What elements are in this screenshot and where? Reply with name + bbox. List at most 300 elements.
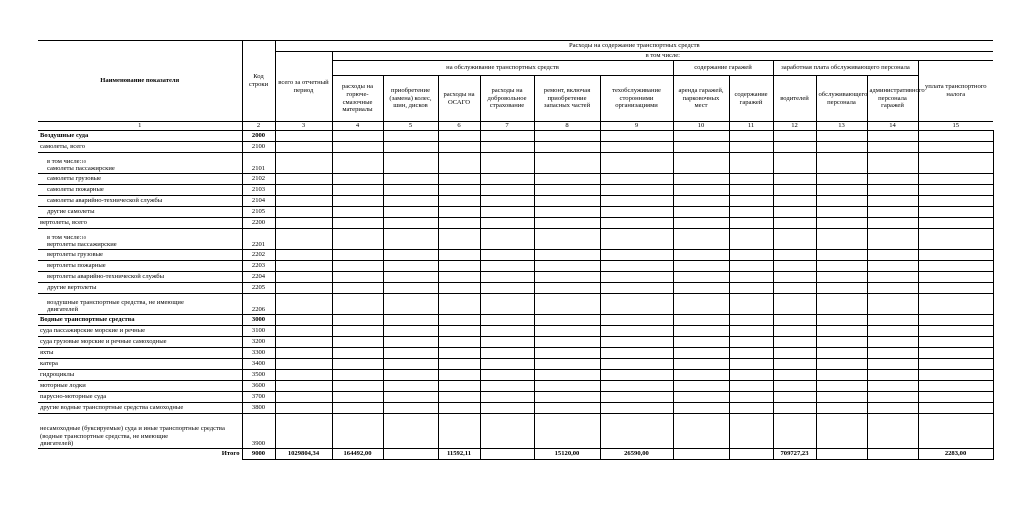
- data-cell: [600, 142, 673, 153]
- table-row: [38, 326, 993, 337]
- data-cell: [534, 261, 600, 272]
- data-cell: [816, 207, 867, 218]
- header-fuel: расходы на горюче-смазочные материалы: [332, 76, 383, 122]
- row-code: 3900: [242, 414, 275, 449]
- data-cell: [816, 294, 867, 315]
- data-cell: [383, 174, 438, 185]
- data-cell: [383, 348, 438, 359]
- table-row: [38, 337, 993, 348]
- data-cell: [729, 403, 773, 414]
- header-voluntary: расходы на добровольное страхование: [480, 76, 534, 122]
- data-cell: [867, 153, 918, 174]
- data-cell: [332, 250, 383, 261]
- row-label-text: самолеты, всего: [40, 143, 85, 151]
- data-cell: [383, 185, 438, 196]
- data-cell: [275, 261, 332, 272]
- data-cell: [673, 326, 729, 337]
- row-label: [38, 218, 242, 229]
- row-label: [38, 403, 242, 414]
- data-cell: [600, 272, 673, 283]
- total-value: 26590,00: [600, 449, 673, 460]
- footnote-marker: 10: [81, 234, 86, 240]
- column-number: 2: [242, 122, 275, 131]
- row-label: [38, 272, 242, 283]
- data-cell: [438, 348, 480, 359]
- table-row: [38, 196, 993, 207]
- data-cell: [729, 229, 773, 250]
- data-cell: [673, 250, 729, 261]
- data-cell: [534, 142, 600, 153]
- row-code: 2205: [242, 283, 275, 294]
- data-cell: [729, 337, 773, 348]
- data-cell: [534, 229, 600, 250]
- data-cell: [773, 153, 816, 174]
- data-cell: [673, 414, 729, 449]
- data-cell: [534, 153, 600, 174]
- data-cell: [275, 229, 332, 250]
- data-cell: [816, 326, 867, 337]
- data-cell: [729, 359, 773, 370]
- data-cell: [275, 337, 332, 348]
- data-cell: [534, 403, 600, 414]
- data-cell: [480, 131, 534, 142]
- data-cell: [729, 174, 773, 185]
- data-cell: [816, 153, 867, 174]
- data-cell: [816, 359, 867, 370]
- total-value: 709727,23: [773, 449, 816, 460]
- row-code: 2100: [242, 142, 275, 153]
- row-label-prefix: воздушные транспортные средства, не имеющие: [47, 298, 184, 306]
- data-cell: [816, 381, 867, 392]
- data-cell: [773, 403, 816, 414]
- row-label: [38, 229, 242, 250]
- data-cell: [383, 403, 438, 414]
- column-number: 8: [534, 122, 600, 131]
- data-cell: [673, 207, 729, 218]
- data-cell: [275, 174, 332, 185]
- data-cell: [816, 196, 867, 207]
- table-row: [38, 403, 993, 414]
- data-cell: [534, 196, 600, 207]
- data-cell: [600, 337, 673, 348]
- data-cell: [918, 392, 993, 403]
- data-cell: [383, 196, 438, 207]
- data-cell: [480, 337, 534, 348]
- data-cell: [918, 250, 993, 261]
- data-cell: [438, 272, 480, 283]
- data-cell: [600, 218, 673, 229]
- data-cell: [867, 207, 918, 218]
- data-cell: [816, 261, 867, 272]
- data-cell: [773, 131, 816, 142]
- data-cell: [673, 403, 729, 414]
- row-label: [38, 250, 242, 261]
- data-cell: [534, 131, 600, 142]
- data-cell: [275, 348, 332, 359]
- data-cell: [918, 142, 993, 153]
- data-cell: [383, 337, 438, 348]
- data-cell: [275, 370, 332, 381]
- table-row: [38, 131, 993, 142]
- data-cell: [918, 153, 993, 174]
- data-cell: [438, 250, 480, 261]
- data-cell: [275, 403, 332, 414]
- data-cell: [480, 185, 534, 196]
- data-cell: [773, 196, 816, 207]
- row-label-text: Водные транспортные средства: [40, 316, 135, 324]
- data-cell: [729, 207, 773, 218]
- data-cell: [600, 283, 673, 294]
- data-cell: [773, 250, 816, 261]
- header-service-staff: обслуживающего персонала: [816, 76, 867, 122]
- header-repair: ремонт, включая приобретение запасных частей: [534, 76, 600, 122]
- data-cell: [438, 414, 480, 449]
- row-label: [38, 381, 242, 392]
- data-cell: [729, 142, 773, 153]
- column-number: 14: [867, 122, 918, 131]
- row-label: [38, 370, 242, 381]
- row-code: 2000: [242, 131, 275, 142]
- data-cell: [867, 196, 918, 207]
- data-cell: [600, 315, 673, 326]
- data-cell: [600, 261, 673, 272]
- data-cell: [918, 261, 993, 272]
- row-code: 2200: [242, 218, 275, 229]
- data-cell: [438, 294, 480, 315]
- row-label-text: другие водные транспортные средства самоходные: [40, 404, 184, 412]
- data-cell: [534, 250, 600, 261]
- table-row: [38, 272, 993, 283]
- data-cell: [773, 283, 816, 294]
- data-cell: [383, 283, 438, 294]
- data-cell: [275, 185, 332, 196]
- data-cell: [332, 142, 383, 153]
- table-row: [38, 174, 993, 185]
- data-cell: [275, 142, 332, 153]
- data-cell: [332, 359, 383, 370]
- data-cell: [816, 229, 867, 250]
- data-cell: [438, 403, 480, 414]
- header-rent: аренда гаражей, парковочных мест: [673, 76, 729, 122]
- data-cell: [918, 174, 993, 185]
- data-cell: [275, 283, 332, 294]
- column-number: 7: [480, 122, 534, 131]
- data-cell: [600, 196, 673, 207]
- total-value: [673, 449, 729, 460]
- row-label-text: самолеты аварийно-технической службы: [47, 197, 163, 205]
- data-cell: [816, 283, 867, 294]
- column-number: 6: [438, 122, 480, 131]
- row-label-prefix: несамоходные (буксируемые) суда и иные транспортные средства (водные транспортные средства, не имеющие: [40, 425, 225, 440]
- data-cell: [383, 392, 438, 403]
- data-cell: [438, 153, 480, 174]
- row-label: [38, 153, 242, 174]
- data-cell: [438, 326, 480, 337]
- total-code: 9000: [242, 449, 275, 460]
- data-cell: [480, 196, 534, 207]
- data-cell: [332, 131, 383, 142]
- data-cell: [673, 359, 729, 370]
- row-label: [38, 207, 242, 218]
- row-label-text: суда грузовые морские и речные самоходные: [40, 338, 167, 346]
- data-cell: [383, 218, 438, 229]
- data-cell: [673, 142, 729, 153]
- data-cell: [534, 207, 600, 218]
- table-row: [38, 370, 993, 381]
- table-row: [38, 229, 993, 250]
- data-cell: [600, 370, 673, 381]
- row-label: [38, 196, 242, 207]
- data-cell: [383, 229, 438, 250]
- data-cell: [773, 337, 816, 348]
- data-cell: [816, 142, 867, 153]
- data-cell: [673, 315, 729, 326]
- data-cell: [600, 207, 673, 218]
- row-code: 3700: [242, 392, 275, 403]
- data-cell: [729, 315, 773, 326]
- row-code: 2204: [242, 272, 275, 283]
- data-cell: [773, 229, 816, 250]
- footnote-marker: 10: [81, 158, 86, 164]
- header-garages: содержание гаражей: [673, 61, 773, 76]
- data-cell: [918, 370, 993, 381]
- data-cell: [600, 185, 673, 196]
- header-drivers: водителей: [773, 76, 816, 122]
- expense-table: [38, 40, 994, 460]
- data-cell: [534, 348, 600, 359]
- data-cell: [867, 392, 918, 403]
- row-code: 3300: [242, 348, 275, 359]
- data-cell: [438, 196, 480, 207]
- table-row: [38, 348, 993, 359]
- data-cell: [867, 250, 918, 261]
- data-cell: [600, 348, 673, 359]
- data-cell: [867, 218, 918, 229]
- data-cell: [332, 348, 383, 359]
- data-cell: [673, 348, 729, 359]
- data-cell: [383, 326, 438, 337]
- table-row: [38, 359, 993, 370]
- data-cell: [918, 272, 993, 283]
- column-number: 4: [332, 122, 383, 131]
- header-code: Код строки: [242, 41, 275, 122]
- data-cell: [480, 153, 534, 174]
- total-label: Итого: [38, 449, 242, 460]
- data-cell: [867, 370, 918, 381]
- data-cell: [918, 315, 993, 326]
- data-cell: [867, 381, 918, 392]
- data-cell: [534, 381, 600, 392]
- total-value: [729, 449, 773, 460]
- row-code: 3500: [242, 370, 275, 381]
- data-cell: [867, 359, 918, 370]
- data-cell: [867, 185, 918, 196]
- table-row: [38, 392, 993, 403]
- data-cell: [534, 174, 600, 185]
- data-cell: [332, 261, 383, 272]
- data-cell: [332, 272, 383, 283]
- row-label-text: гидроциклы: [40, 371, 75, 379]
- data-cell: [332, 337, 383, 348]
- row-code: 3400: [242, 359, 275, 370]
- header-total-period: всего за отчетный период: [275, 52, 332, 122]
- row-label: [38, 131, 242, 142]
- data-cell: [480, 370, 534, 381]
- data-cell: [438, 207, 480, 218]
- total-value: 2283,00: [918, 449, 993, 460]
- data-cell: [383, 315, 438, 326]
- column-number: 5: [383, 122, 438, 131]
- header-name: Наименование показателя: [38, 41, 242, 122]
- data-cell: [773, 218, 816, 229]
- data-cell: [867, 131, 918, 142]
- data-cell: [773, 174, 816, 185]
- row-label-prefix: в том числе:$^{10}$: [47, 157, 86, 165]
- data-cell: [383, 131, 438, 142]
- row-label-text: Воздушные суда: [40, 132, 89, 140]
- data-cell: [534, 337, 600, 348]
- data-cell: [867, 348, 918, 359]
- row-code: 3200: [242, 337, 275, 348]
- data-cell: [918, 294, 993, 315]
- row-code: 2104: [242, 196, 275, 207]
- table-row: [38, 153, 993, 174]
- data-cell: [773, 272, 816, 283]
- row-label-text: яхты: [40, 349, 54, 357]
- row-label-text: вертолеты пассажирские: [47, 241, 117, 249]
- data-cell: [673, 174, 729, 185]
- header-admin-staff: административного персонала гаражей: [867, 76, 918, 122]
- data-cell: [534, 185, 600, 196]
- table-row: [38, 185, 993, 196]
- data-cell: [729, 294, 773, 315]
- data-cell: [816, 315, 867, 326]
- data-cell: [816, 250, 867, 261]
- row-label: [38, 294, 242, 315]
- total-value: [480, 449, 534, 460]
- data-cell: [383, 207, 438, 218]
- data-cell: [867, 229, 918, 250]
- data-cell: [918, 196, 993, 207]
- row-label-text: другие вертолеты: [47, 284, 97, 292]
- data-cell: [816, 392, 867, 403]
- data-cell: [600, 403, 673, 414]
- data-cell: [867, 272, 918, 283]
- row-code: 2102: [242, 174, 275, 185]
- data-cell: [438, 370, 480, 381]
- data-cell: [332, 392, 383, 403]
- data-cell: [534, 218, 600, 229]
- data-cell: [729, 250, 773, 261]
- data-cell: [673, 283, 729, 294]
- row-label-text: парусно-моторные суда: [40, 393, 107, 401]
- row-label: [38, 359, 242, 370]
- data-cell: [773, 261, 816, 272]
- data-cell: [673, 272, 729, 283]
- data-cell: [275, 196, 332, 207]
- data-cell: [729, 196, 773, 207]
- row-label-text: моторные лодки: [40, 382, 86, 390]
- row-label-text: самолеты пожарные: [47, 186, 104, 194]
- data-cell: [480, 392, 534, 403]
- row-code: 3600: [242, 381, 275, 392]
- data-cell: [480, 403, 534, 414]
- data-cell: [480, 294, 534, 315]
- column-number: 15: [918, 122, 993, 131]
- data-cell: [729, 348, 773, 359]
- data-cell: [729, 218, 773, 229]
- data-cell: [867, 142, 918, 153]
- data-cell: [673, 337, 729, 348]
- total-value: [383, 449, 438, 460]
- data-cell: [673, 229, 729, 250]
- data-cell: [918, 337, 993, 348]
- row-label: [38, 174, 242, 185]
- data-cell: [480, 326, 534, 337]
- table-row: [38, 381, 993, 392]
- column-number: 11: [729, 122, 773, 131]
- data-cell: [867, 261, 918, 272]
- data-cell: [600, 174, 673, 185]
- data-cell: [332, 403, 383, 414]
- total-value: 15120,00: [534, 449, 600, 460]
- data-cell: [918, 381, 993, 392]
- data-cell: [773, 142, 816, 153]
- data-cell: [332, 207, 383, 218]
- data-cell: [816, 185, 867, 196]
- row-label: [38, 392, 242, 403]
- data-cell: [332, 381, 383, 392]
- data-cell: [816, 348, 867, 359]
- data-cell: [383, 250, 438, 261]
- data-cell: [600, 294, 673, 315]
- data-cell: [673, 294, 729, 315]
- data-cell: [275, 207, 332, 218]
- data-cell: [867, 294, 918, 315]
- data-cell: [438, 174, 480, 185]
- data-cell: [438, 131, 480, 142]
- data-cell: [383, 359, 438, 370]
- data-cell: [729, 370, 773, 381]
- data-cell: [673, 185, 729, 196]
- table-row: [38, 250, 993, 261]
- table-row: [38, 207, 993, 218]
- row-code: 3000: [242, 315, 275, 326]
- data-cell: [332, 174, 383, 185]
- data-cell: [867, 283, 918, 294]
- total-value: 11592,11: [438, 449, 480, 460]
- data-cell: [918, 326, 993, 337]
- header-tires: приобретение (замена) колес, шин, дисков: [383, 76, 438, 122]
- data-cell: [383, 153, 438, 174]
- data-cell: [918, 207, 993, 218]
- row-label-text: вертолеты грузовые: [47, 251, 103, 259]
- data-cell: [600, 229, 673, 250]
- data-cell: [332, 294, 383, 315]
- header-service: на обслуживание транспортных средств: [332, 61, 673, 76]
- header-salary: заработная плата обслуживающего персонала: [773, 61, 918, 76]
- column-number: 10: [673, 122, 729, 131]
- data-cell: [773, 359, 816, 370]
- row-label-text: катера: [40, 360, 58, 368]
- data-cell: [918, 218, 993, 229]
- data-cell: [729, 326, 773, 337]
- row-label: [38, 315, 242, 326]
- data-cell: [867, 315, 918, 326]
- data-cell: [438, 142, 480, 153]
- data-cell: [438, 359, 480, 370]
- row-code: 2103: [242, 185, 275, 196]
